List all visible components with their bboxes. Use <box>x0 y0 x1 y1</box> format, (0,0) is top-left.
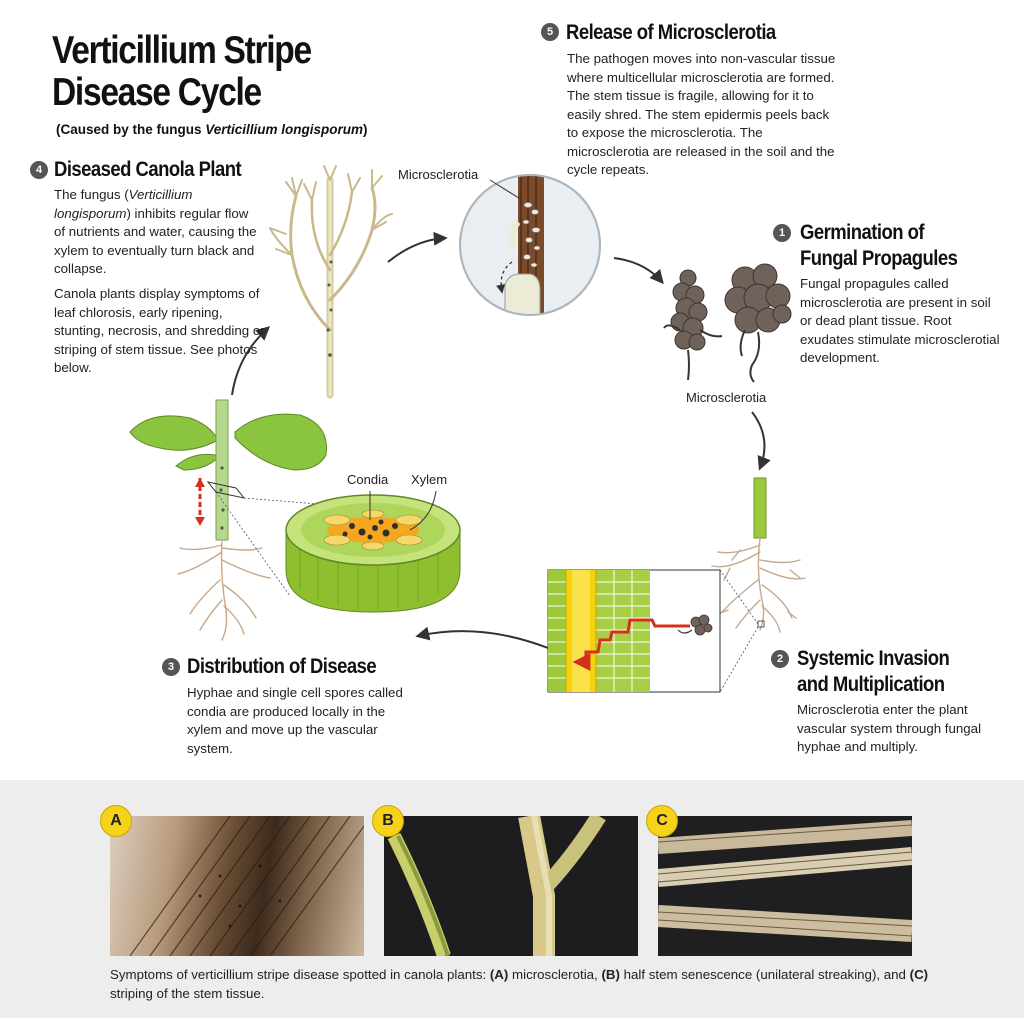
caption-c-label: (C) <box>909 967 929 982</box>
caption-b-label: (B) <box>601 967 620 982</box>
subtitle-suffix: ) <box>363 122 368 137</box>
stage-5-text: The pathogen moves into non-vascular tissue where multicellular microsclerotia are formed. The stem tissue is fragile, allowing for it to easily shred. The stem epidermis peels back to expose the microsclerotia. The microsclerotia are released in the soil and the cycle repeats. <box>567 51 836 177</box>
stage-2-heading-line-1: Systemic Invasion <box>797 647 950 670</box>
stage-1-heading <box>800 220 957 272</box>
photo-c-stem-striping <box>658 816 912 956</box>
stage-1-text: Fungal propagules called microsclerotia are present in soil or dead plant tissue. Root exudates stimulate microsclerotial development. <box>800 276 1000 365</box>
photo-c-stems <box>658 816 912 956</box>
stage-5-number: 5 <box>541 23 559 41</box>
stage-3-text: Hyphae and single cell spores called condia are produced locally in the xylem and move up the vascular system. <box>187 685 403 756</box>
diseased-plant-illustration <box>270 166 392 395</box>
photo-c-badge: C <box>646 805 678 837</box>
caption-part-1: Symptoms of verticillium stripe disease spotted in canola plants: <box>110 967 490 982</box>
stage-4-text-1-suffix: ) inhibits regular flow of nutrients and water, causing the xylem to eventually turn black and collapse. <box>54 205 257 276</box>
subtitle-species: Verticillium longisporum <box>205 122 364 137</box>
caption-part-2: microsclerotia, <box>508 967 602 982</box>
stage-1-number: 1 <box>773 224 791 242</box>
stage-2-heading-line-2: and Multiplication <box>797 673 945 696</box>
caption-part-4: striping of the stem tissue. <box>110 986 265 1001</box>
label-condia: Condia <box>347 472 389 487</box>
stem-cross-section-illustration <box>286 491 460 612</box>
stage-2-text: Microsclerotia enter the plant vascular system through fungal hyphae and multiply. <box>797 702 982 754</box>
stage-5-heading: Release of Microsclerotia <box>566 21 776 44</box>
label-microsclerotia-top: Microsclerotia <box>398 167 479 182</box>
vascular-tissue-illustration <box>548 570 720 692</box>
stage-1-heading-line-2: Fungal Propagules <box>800 247 958 270</box>
microsclerotia-illustration <box>664 264 791 382</box>
title-line-1: Verticillium Stripe <box>52 29 311 72</box>
arrow-1-to-2 <box>752 412 765 468</box>
stage-1-heading-line-1: Germination of <box>800 221 925 244</box>
photo-a-badge: A <box>100 805 132 837</box>
photo-caption <box>110 965 930 1003</box>
photo-a-microsclerotia <box>110 816 364 956</box>
photo-b-badge: B <box>372 805 404 837</box>
stage-4-text-1 <box>54 186 259 279</box>
stage-4-heading: Diseased Canola Plant <box>54 158 242 181</box>
photo-a-texture <box>110 816 364 956</box>
photo-b-stems <box>384 816 638 956</box>
arrow-2-to-3 <box>418 631 548 648</box>
arrow-5-to-1 <box>614 258 662 282</box>
label-xylem: Xylem <box>411 472 448 487</box>
stage-3-number: 3 <box>162 658 180 676</box>
stage-2-heading <box>797 646 949 698</box>
stage-3-heading: Distribution of Disease <box>187 655 377 678</box>
magnified-stem-illustration <box>460 172 600 322</box>
title-line-2: Disease Cycle <box>52 71 261 114</box>
stage-4-text-1-species: Verticillium longisporum <box>54 187 193 221</box>
stage-4-number: 4 <box>30 161 48 179</box>
photo-b-half-stem-senescence <box>384 816 638 956</box>
stage-4-text-1-prefix: The fungus ( <box>54 187 129 202</box>
stage-2-number: 2 <box>771 650 789 668</box>
arrow-4-to-5 <box>388 238 445 262</box>
label-microsclerotia-right: Microsclerotia <box>686 390 767 405</box>
stage-4-text-2: Canola plants display symptoms of leaf chlorosis, early ripening, stunting, necrosis, and shredding or striping of stem tissue. See photos below. <box>54 286 265 375</box>
caption-a-label: (A) <box>489 967 509 982</box>
root-illustration <box>712 478 805 692</box>
caption-part-3: half stem senescence (unilateral streaking), and <box>619 967 910 982</box>
subtitle-prefix: (Caused by the fungus <box>56 122 206 137</box>
